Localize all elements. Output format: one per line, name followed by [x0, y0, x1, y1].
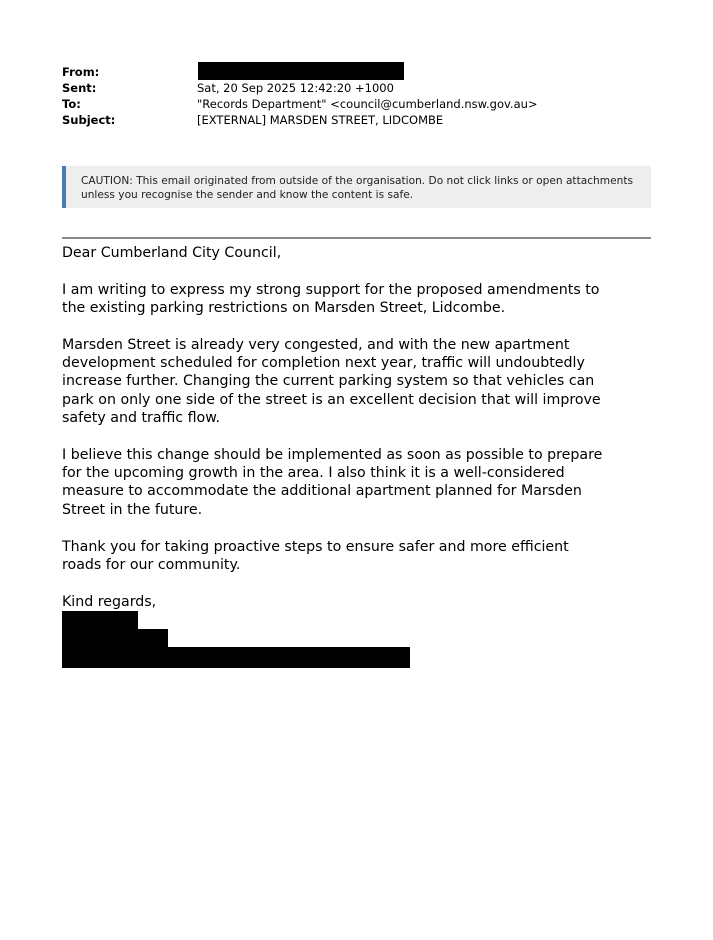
signature-redaction-3	[62, 647, 410, 668]
sent-label: Sent:	[62, 81, 97, 95]
greeting: Dear Cumberland City Council,	[62, 245, 282, 261]
sent-value: Sat, 20 Sep 2025 12:42:20 +1000	[197, 81, 394, 95]
signature-redaction-2	[62, 629, 168, 649]
header-divider	[62, 237, 651, 239]
from-label: From:	[62, 65, 100, 79]
caution-banner	[62, 166, 651, 208]
caution-text: CAUTION: This email originated from outside of the organisation. Do not click links or open attachments unless you recognise the sender and know the content is safe.	[81, 175, 633, 201]
signature-redaction-1	[62, 611, 138, 631]
subject-value: [EXTERNAL] MARSDEN STREET, LIDCOMBE	[197, 113, 444, 127]
subject-label: Subject:	[62, 113, 116, 127]
sign-off: Kind regards,	[62, 594, 157, 610]
paragraph-3: I believe this change should be implemented as soon as possible to prepare for the upcoming growth in the area. I also think it is a well-considered measure to accommodate the additional apartment planned for Marsden Street in the future.	[62, 447, 603, 518]
paragraph-1: I am writing to express my strong support for the proposed amendments to the existing parking restrictions on Marsden Street, Lidcombe.	[62, 282, 600, 317]
sender-redaction	[198, 62, 404, 80]
to-label: To:	[62, 97, 81, 111]
paragraph-4: Thank you for taking proactive steps to ensure safer and more efficient roads for our community.	[62, 539, 569, 574]
paragraph-2: Marsden Street is already very congested, and with the new apartment development scheduled for completion next year, traffic will undoubtedly increase further. Changing the current parking system so that vehicles can park on only one side of the street is an excellent decision that will improve safety and traffic flow.	[62, 337, 601, 426]
to-value: "Records Department" <council@cumberland.nsw.gov.au>	[197, 97, 538, 111]
